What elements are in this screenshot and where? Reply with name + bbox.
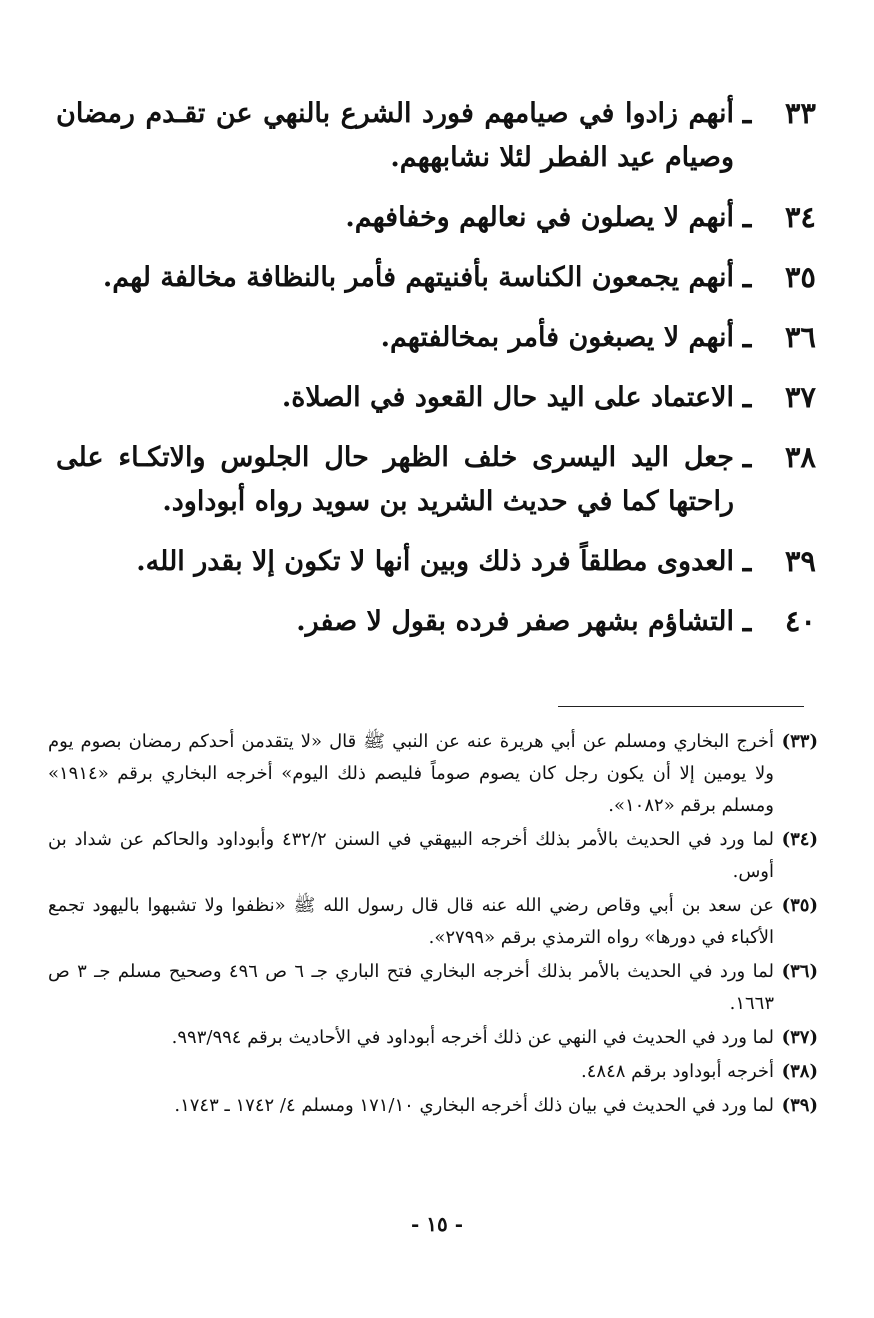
item-text: أنهم لا يصبغون فأمر بمخالفتهم. [380, 322, 734, 353]
page-number: - ١٥ - [410, 1212, 463, 1236]
footnote-number: (٣٩) [781, 1095, 818, 1116]
item-text: أنهم زادوا في صيامهم فورد الشرع بالنهي عن تقـدم رمضان وصيام عيد الفطر لئلا نشابههم. [56, 98, 734, 173]
item-dash: ـ [742, 260, 752, 294]
footnote-text: لما ورد في الحديث بالأمر بذلك أخرجه البيهقي في السنن ٤٣٢/٢ وأبوداود والحاكم عن شداد بن أوس. [48, 829, 774, 882]
list-item [56, 436, 816, 524]
list-item [56, 540, 816, 584]
footnote-text: لما ورد في الحديث بالأمر بذلك أخرجه البخاري فتح الباري جـ ٦ ص ٤٩٦ وصحيح مسلم جـ ٣ ص ١٦٦٣. [48, 961, 774, 1014]
item-text: الاعتماد على اليد حال القعود في الصلاة. [281, 382, 734, 413]
footnote [48, 890, 818, 954]
list-item [56, 196, 816, 240]
footnote [48, 726, 818, 822]
item-number: ٣٤ [784, 200, 816, 234]
footnote-number: (٣٨) [781, 1061, 818, 1082]
footnote-number: (٣٥) [781, 895, 818, 916]
footnotes [48, 726, 818, 1124]
list-item [56, 92, 816, 180]
footnote [48, 956, 818, 1020]
item-text: أنهم لا يصلون في نعالهم وخفافهم. [345, 202, 734, 233]
list-item [56, 316, 816, 360]
item-dash: ـ [742, 380, 752, 414]
footnote [48, 1056, 818, 1088]
footnote-text: أخرج البخاري ومسلم عن أبي هريرة عنه عن النبي ﷺ قال «لا يتقدمن أحدكم رمضان بصوم يوم ولا يومين إلا أن يكون رجل كان يصوم صوماً فليصم ذلك اليوم» أخرجه البخاري برقم «١٩١٤» ومسلم برقم «١٠٨٢». [48, 731, 774, 816]
item-number: ٣٣ [784, 96, 816, 130]
item-number: ٤٠ [784, 604, 816, 638]
item-dash: ـ [742, 440, 752, 474]
footnote [48, 824, 818, 888]
footnote [48, 1090, 818, 1122]
numbered-list [56, 92, 816, 660]
footnote-number: (٣٧) [781, 1027, 818, 1048]
list-item [56, 256, 816, 300]
item-dash: ـ [742, 544, 752, 578]
item-number: ٣٨ [784, 440, 816, 474]
footnote-text: عن سعد بن أبي وقاص رضي الله عنه قال قال رسول الله ﷺ «نظفوا ولا تشبهوا باليهود تجمع الأكباء في دورها» رواه الترمذي برقم «٢٧٩٩». [48, 895, 774, 948]
footnote-number: (٣٦) [781, 961, 818, 982]
footnote-number: (٣٤) [781, 829, 818, 850]
item-number: ٣٦ [784, 320, 816, 354]
item-dash: ـ [742, 604, 752, 638]
item-number: ٣٥ [784, 260, 816, 294]
item-text: التشاؤم بشهر صفر فرده بقول لا صفر. [296, 606, 734, 637]
item-text: أنهم يجمعون الكناسة بأفنيتهم فأمر بالنظافة مخالفة لهم. [102, 262, 734, 293]
footnote [48, 1022, 818, 1054]
footnote-separator [558, 706, 804, 707]
item-dash: ـ [742, 320, 752, 354]
item-text: جعل اليد اليسرى خلف الظهر حال الجلوس والاتكـاء على راحتها كما في حديث الشريد بن سويد رواه أبوداود. [56, 442, 734, 517]
list-item [56, 600, 816, 644]
footnote-text: لما ورد في الحديث في بيان ذلك أخرجه البخاري ١٧١/١٠ ومسلم ٤/ ١٧٤٢ ـ ١٧٤٣. [174, 1095, 774, 1116]
item-number: ٣٩ [784, 544, 816, 578]
item-dash: ـ [742, 96, 752, 130]
list-item [56, 376, 816, 420]
item-text: العدوى مطلقاً فرد ذلك وبين أنها لا تكون إلا بقدر الله. [136, 546, 734, 577]
footnote-text: لما ورد في الحديث في النهي عن ذلك أخرجه أبوداود في الأحاديث برقم ٩٩٣/٩٩٤. [171, 1027, 774, 1048]
item-number: ٣٧ [784, 380, 816, 414]
item-dash: ـ [742, 200, 752, 234]
footnote-text: أخرجه أبوداود برقم ٤٨٤٨. [581, 1061, 774, 1082]
footnote-number: (٣٣) [781, 731, 818, 752]
